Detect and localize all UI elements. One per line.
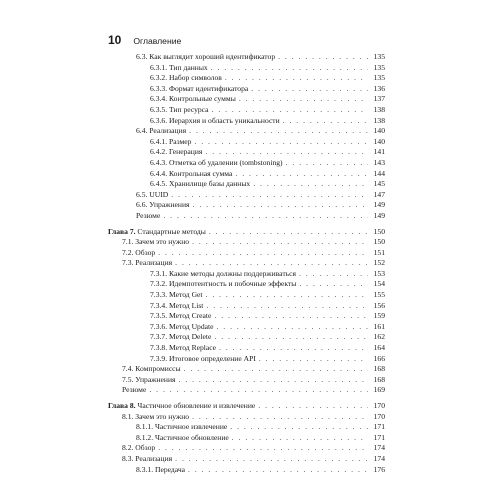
dot-leader [206, 301, 368, 312]
dot-leader [192, 412, 368, 423]
toc-entry-title: 7.2. Обзор [122, 247, 156, 257]
toc-entry-label [108, 279, 299, 290]
dot-leader [217, 322, 369, 333]
toc-page-number: 135 [373, 73, 385, 83]
dot-leader [251, 84, 368, 95]
toc-page-number: 171 [373, 432, 385, 442]
dot-leader [206, 290, 368, 301]
toc-entry-title: 8.1.1. Частичное извлечение [136, 422, 228, 432]
toc-entry-label [108, 126, 189, 137]
toc-entry-title: 6.3.4. Контрольные суммы [150, 94, 236, 104]
toc-entry-label [108, 290, 206, 301]
toc-page-number: 147 [373, 189, 385, 199]
toc-page-number: 140 [373, 136, 385, 146]
dot-leader [283, 116, 368, 127]
toc-entry-label [108, 354, 259, 365]
toc-entry-label [108, 443, 158, 454]
toc-entry-label [108, 190, 171, 201]
toc-entry-title: 8.3. Реализация [122, 453, 173, 463]
toc-entry-label [108, 322, 217, 333]
toc-page-number: 171 [373, 422, 385, 432]
toc-entry [108, 364, 385, 375]
dot-leader [211, 63, 368, 74]
toc-page-number: 138 [373, 115, 385, 125]
dot-leader [158, 248, 368, 259]
toc-entry-title: 7.5. Упражнения [122, 374, 176, 384]
toc-entry-label [108, 147, 205, 158]
toc-page-number: 168 [373, 364, 385, 374]
toc-entry [108, 443, 385, 454]
toc-page-number: 151 [373, 247, 385, 257]
dot-leader [278, 52, 368, 63]
dot-leader [163, 211, 368, 222]
toc-entry-title: Резюме [136, 210, 161, 220]
toc-entry [108, 147, 385, 158]
toc-page-number: 166 [373, 353, 385, 363]
toc-page-number: 155 [373, 290, 385, 300]
dot-leader [192, 237, 368, 248]
toc-entry-label [108, 269, 299, 280]
toc-entry-label [108, 401, 258, 412]
toc-entry-label [108, 63, 211, 74]
toc-page-number: 136 [373, 83, 385, 93]
toc-entry [108, 279, 385, 290]
toc-entry-title: 6.4.3. Отметка об удалении (tombstoning) [150, 157, 283, 167]
toc-entry [108, 422, 385, 433]
toc-entry-label [108, 412, 192, 423]
toc-page-number: 140 [373, 126, 385, 136]
toc-entry-title: 7.3.8. Метод Replace [150, 343, 217, 353]
dot-leader [253, 179, 368, 190]
dot-leader [194, 137, 368, 148]
toc-entry-title: 8.3.1. Передача [136, 464, 186, 474]
toc-entry-label [108, 116, 283, 127]
dot-leader [184, 364, 368, 375]
dot-leader [209, 227, 368, 238]
toc-entry-label [108, 158, 286, 169]
toc-entry-title: 6.3. Как выглядит хороший идентификатор [136, 52, 276, 61]
toc-entry-label [108, 237, 192, 248]
toc-entry-label [108, 137, 194, 148]
dot-leader [193, 200, 368, 211]
toc-entry [108, 322, 385, 333]
dot-leader [149, 385, 368, 396]
toc-entry [108, 412, 385, 423]
toc-entry-label [108, 84, 251, 95]
toc-entry-title: Частичное обновление и извлечение [135, 401, 256, 410]
dot-leader [235, 169, 368, 180]
toc-page-number: 143 [373, 157, 385, 167]
toc-entry [108, 190, 385, 201]
toc-entry [108, 433, 385, 444]
toc-page-number: 153 [373, 268, 385, 278]
toc-entry-label [108, 52, 278, 63]
toc-entry [108, 454, 385, 465]
toc-page-number: 164 [373, 343, 385, 353]
dot-leader [219, 343, 368, 354]
dot-leader [189, 126, 368, 137]
toc-entry [108, 269, 385, 280]
dot-leader [214, 332, 368, 343]
dot-leader [230, 422, 368, 433]
toc-entry [108, 301, 385, 312]
toc-entry-label [108, 311, 214, 322]
toc-entry [108, 248, 385, 259]
toc-entry-title: 6.4.5. Хранилище базы данных [150, 179, 251, 189]
toc-entry [108, 290, 385, 301]
toc-entry-title: 6.4.2. Генерация [150, 147, 203, 157]
toc-entry-label [108, 422, 230, 433]
toc-entry-title: 6.3.5. Тип ресурса [150, 104, 209, 114]
dot-leader [299, 279, 368, 290]
toc-entry-title: 6.3.6. Иерархия и область уникальности [150, 115, 280, 125]
toc-entry [108, 84, 385, 95]
toc-entry-label [108, 343, 219, 354]
toc-page-number: 168 [373, 374, 385, 384]
dot-leader [225, 73, 368, 84]
toc-page-number: 144 [373, 168, 385, 178]
toc-entry [108, 211, 385, 222]
toc-entry-title: 7.1. Зачем это нужно [122, 237, 190, 247]
toc-entry-label [108, 332, 214, 343]
toc-entry-title: 6.4.4. Контрольная сумма [150, 168, 233, 178]
page-header [108, 33, 181, 47]
toc-entry-title: 8.2. Обзор [122, 443, 156, 453]
toc-page-number: 169 [373, 385, 385, 395]
dot-leader [212, 105, 368, 116]
toc-page-number: 161 [373, 321, 385, 331]
toc-entry [108, 73, 385, 84]
dot-leader [179, 375, 368, 386]
toc-entry-title: 7.3. Реализация [122, 258, 173, 268]
dot-leader [171, 190, 368, 201]
dot-leader [299, 269, 368, 280]
dot-leader [286, 158, 368, 169]
toc-entry [108, 354, 385, 365]
toc-entry-title: 6.6. Упражнения [136, 200, 190, 210]
dot-leader [175, 258, 368, 269]
toc-entry-title: 7.3.1. Какие методы должны поддерживаться [150, 268, 296, 278]
dot-leader [205, 147, 368, 158]
toc-entry [108, 126, 385, 137]
toc-page-number: 145 [373, 179, 385, 189]
toc-entry-label [108, 301, 206, 312]
toc-entry-label [108, 105, 212, 116]
toc-entry [108, 200, 385, 211]
dot-leader [232, 433, 368, 444]
toc-entry-label [108, 364, 184, 375]
toc-entry [108, 311, 385, 322]
toc-entry [108, 169, 385, 180]
toc-entry [108, 385, 385, 396]
toc-page-number: 149 [373, 210, 385, 220]
toc-entry [108, 105, 385, 116]
chapter-number: Глава 8. [108, 401, 136, 410]
toc-page-number: 176 [373, 464, 385, 474]
toc-entry-label [108, 227, 209, 238]
toc-entry-label [108, 465, 188, 476]
toc-entry [108, 237, 385, 248]
toc-entry-title: 7.4. Компромиссы [122, 364, 181, 374]
toc-entry [108, 94, 385, 105]
toc-entry [108, 375, 385, 386]
dot-leader [188, 465, 368, 476]
toc-page-number: 170 [373, 411, 385, 421]
toc-page-number: 170 [373, 401, 385, 410]
toc-entry-title: 7.3.7. Метод Delete [150, 332, 212, 342]
toc-entry-label [108, 94, 239, 105]
toc-page-number: 154 [373, 279, 385, 289]
toc-entry-label [108, 248, 158, 259]
toc-page-number: 156 [373, 300, 385, 310]
toc-entry-label [108, 73, 225, 84]
toc-page-number: 150 [373, 226, 385, 236]
toc-entry-title: 6.3.1. Тип данных [150, 62, 208, 72]
toc-entry [108, 116, 385, 127]
toc-entry [108, 332, 385, 343]
toc-page-number: 141 [373, 147, 385, 157]
toc-entry-title: Стандартные методы [135, 226, 206, 236]
running-title: Оглавление [133, 36, 182, 46]
toc-entry [108, 258, 385, 269]
page-number: 10 [108, 33, 122, 47]
toc-page-number: 159 [373, 311, 385, 321]
toc-entry-label [108, 211, 163, 222]
dot-leader [259, 354, 368, 365]
toc-entry-label [108, 454, 175, 465]
toc-chapter-entry [108, 227, 385, 238]
toc-entry [108, 343, 385, 354]
toc-entry-title: 7.3.3. Метод Get [150, 290, 203, 300]
toc-entry-title: 7.3.6. Метод Update [150, 321, 214, 331]
toc-page-number: 152 [373, 258, 385, 268]
toc-entry-title: 8.1.2. Частичное обновление [136, 432, 229, 442]
toc-entry-title: 7.3.5. Метод Create [150, 311, 212, 321]
toc-entry [108, 52, 385, 63]
toc-entry-title: 6.4.1. Размер [150, 136, 192, 146]
toc-entry-label [108, 375, 179, 386]
toc-page-number: 162 [373, 332, 385, 342]
toc-entry-label [108, 258, 175, 269]
toc-entry [108, 465, 385, 476]
toc-entry-label [108, 200, 193, 211]
toc-entry-label [108, 433, 232, 444]
toc-page-number: 137 [373, 94, 385, 104]
chapter-number: Глава 7. [108, 226, 136, 236]
dot-leader [158, 443, 368, 454]
toc-entry-title: 6.3.3. Формат идентификатора [150, 83, 249, 93]
dot-leader [175, 454, 368, 465]
toc-entry [108, 179, 385, 190]
toc-page-number: 135 [373, 62, 385, 72]
toc-entry-label [108, 385, 149, 396]
toc-page-number: 150 [373, 237, 385, 247]
toc-page-number: 174 [373, 453, 385, 463]
toc-entry-label [108, 169, 235, 180]
toc-entry [108, 63, 385, 74]
toc-entry [108, 158, 385, 169]
table-of-contents [108, 52, 385, 475]
toc-entry-title: 6.4. Реализация [136, 126, 187, 136]
toc-entry-title: 6.5. UUID [136, 189, 169, 199]
toc-entry-title: 7.3.9. Итоговое определение API [150, 353, 256, 363]
toc-entry-title: 6.3.2. Набор символов [150, 73, 222, 83]
toc-page-number: 149 [373, 200, 385, 210]
toc-entry-title: 7.3.2. Идемпотентность и побочные эффекты [150, 279, 297, 289]
dot-leader [214, 311, 368, 322]
toc-page-number: 138 [373, 104, 385, 114]
toc-entry [108, 137, 385, 148]
toc-page-number: 135 [373, 52, 385, 61]
toc-entry-title: 8.1. Зачем это нужно [122, 411, 190, 421]
dot-leader [258, 401, 368, 412]
toc-entry-title: Резюме [122, 385, 147, 395]
toc-page-number: 174 [373, 443, 385, 453]
toc-chapter-entry [108, 401, 385, 412]
dot-leader [239, 94, 368, 105]
toc-entry-label [108, 179, 253, 190]
toc-entry-title: 7.3.4. Метод List [150, 300, 204, 310]
